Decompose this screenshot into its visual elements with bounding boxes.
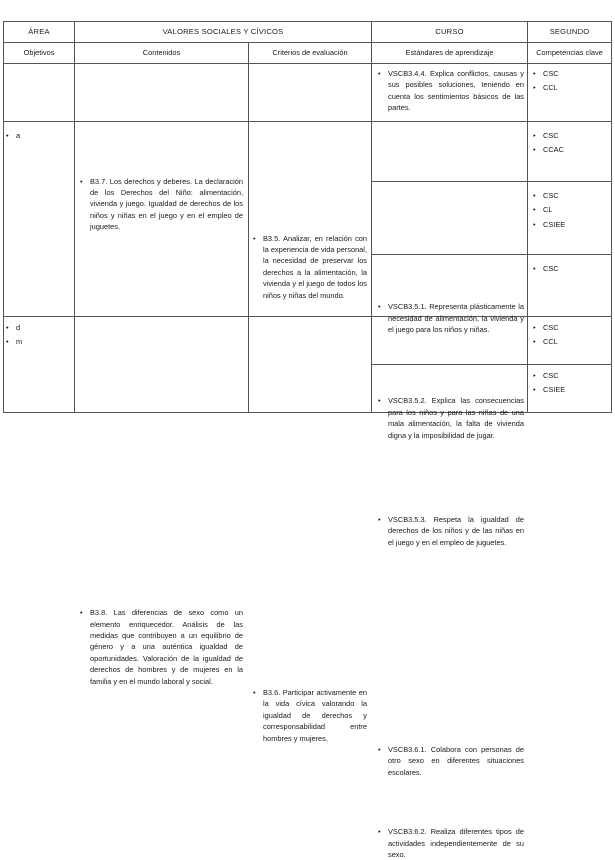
subheader-estandares: Estándares de aprendizaje (405, 48, 494, 57)
subheader-divider (3, 63, 612, 64)
r2-contenido-text: B3.8. Las diferencias de sexo como un elemento enriquecedor. Análisis de las medidas que contribuyen a un equilibrio de género y a una auténtica igualdad de oportunidades. Valoración de la igualdad de derechos de hombres y de mujeres en la familia y en el mundo laboral y social. (90, 608, 243, 686)
r2-s2-estandar-text: VSCB3.6.2. Realiza diferentes tipos de actividades independientemente de su sexo. (388, 827, 524, 860)
col-divider-2 (248, 42, 249, 413)
r2-s2-estandar (378, 826, 524, 860)
header-curso: CURSO (435, 27, 464, 36)
r1-s2-estandar-text: VSCB3.5.2. Explica las consecuencias para los niños y para las niñas de una mala alimentación, la falta de vivienda digna y la imposibilidad de jugar. (388, 396, 524, 440)
r2-s2-competencias (533, 370, 609, 399)
r2-criterio-text: B3.6. Participar activamente en la vida cívica valorando la igualdad de derechos y corresponsabilidad entre hombres y mujeres. (263, 688, 367, 743)
r0-estandar (378, 68, 524, 114)
header-divider (3, 42, 612, 43)
row2-sub-divider (371, 364, 612, 365)
objetivo-item (6, 336, 70, 347)
r2-criterio (253, 687, 367, 744)
r1-s3-estandar (378, 514, 524, 548)
r1-s3-competencias (533, 263, 609, 277)
col-divider-4 (527, 21, 528, 413)
competencia-item: • CSC (533, 68, 609, 79)
table-border-left (3, 21, 4, 413)
objetivo-label: d (16, 323, 21, 332)
row1-sub-divider-1 (371, 181, 612, 182)
r1-criterio-text: B3.5. Analizar, en relación con la experiencia de vida personal, la necesidad de preservar los derechos a la alimentación, la vivienda y el juego de todos los niños y niñas del mundo. (263, 233, 367, 300)
subheader-criterios: Criterios de evaluación (272, 48, 348, 57)
header-segundo: SEGUNDO (549, 27, 590, 36)
r1-contenido-text: B3.7. Los derechos y deberes. La declaración de los Derechos del Niño: alimentación, vivienda y juego. Igualdad de derechos de los niños y niñas en el juego y en el empleo de juguetes. (90, 176, 243, 232)
competencia-item: • CSC (533, 190, 609, 201)
competencia-item: • CSC (533, 370, 609, 381)
header-area: ÁREA (28, 27, 50, 36)
r1-s1-estandar-text: VSCB3.5.1. Representa plásticamente la necesidad de alimentación, la vivienda y el juego para los niños y niñas. (388, 302, 524, 334)
objetivo-item (6, 322, 70, 333)
r1-s3-estandar-text: VSCB3.5.3. Respeta la igualdad de derechos de los niños y de las niñas en el juego y en el empleo de juguetes. (388, 514, 524, 547)
row-divider-1 (3, 121, 612, 122)
competencia-item: • CSC (533, 263, 609, 274)
row1-sub-divider-2 (371, 254, 612, 255)
col-divider-3 (371, 21, 372, 413)
r1-s2-estandar (378, 395, 524, 441)
subheader-contenidos: Contenidos (142, 48, 181, 57)
r0-competencias (533, 68, 609, 97)
header-valores: VALORES SOCIALES Y CÍVICOS (162, 27, 284, 36)
table-border-right (611, 21, 612, 413)
r1-s2-competencias (533, 190, 609, 233)
r0-estandar-text: VSCB3.4.4. Explica conflictos, causas y sus posibles soluciones, teniendo en cuenta los sentimientos básicos de las partes. (388, 69, 524, 113)
objetivo-item (6, 130, 70, 141)
r2-s1-competencias (533, 322, 609, 351)
r2-objetivos (6, 322, 70, 351)
col-divider-1 (74, 21, 75, 413)
objetivo-label: m (16, 337, 23, 347)
competencia-item: • CSIEE (533, 384, 609, 395)
r2-contenido (80, 607, 243, 687)
r1-contenido (80, 176, 243, 233)
competencia-item: • CCAC (533, 144, 609, 155)
table-border-top (3, 21, 612, 22)
r2-s1-estandar-text: VSCB3.6.1. Colabora con personas de otro sexo en diferentes situaciones escolares. (388, 745, 524, 777)
r1-s1-competencias (533, 130, 609, 159)
competencia-item: • CL (533, 204, 609, 215)
competencia-item: • CCL (533, 82, 609, 93)
competencia-item: • CCL (533, 336, 609, 347)
r1-objetivos (6, 130, 70, 144)
subheader-objetivos: Objetivos (23, 48, 55, 57)
r2-s1-estandar (378, 744, 524, 778)
competencia-item: • CSC (533, 322, 609, 333)
subheader-competencias: Competencias clave (536, 48, 603, 57)
competencia-item: • CSIEE (533, 219, 609, 230)
competencia-item: • CSC (533, 130, 609, 141)
r1-s1-estandar (378, 301, 524, 335)
r1-criterio (253, 233, 367, 301)
objetivo-label: a (16, 131, 21, 140)
